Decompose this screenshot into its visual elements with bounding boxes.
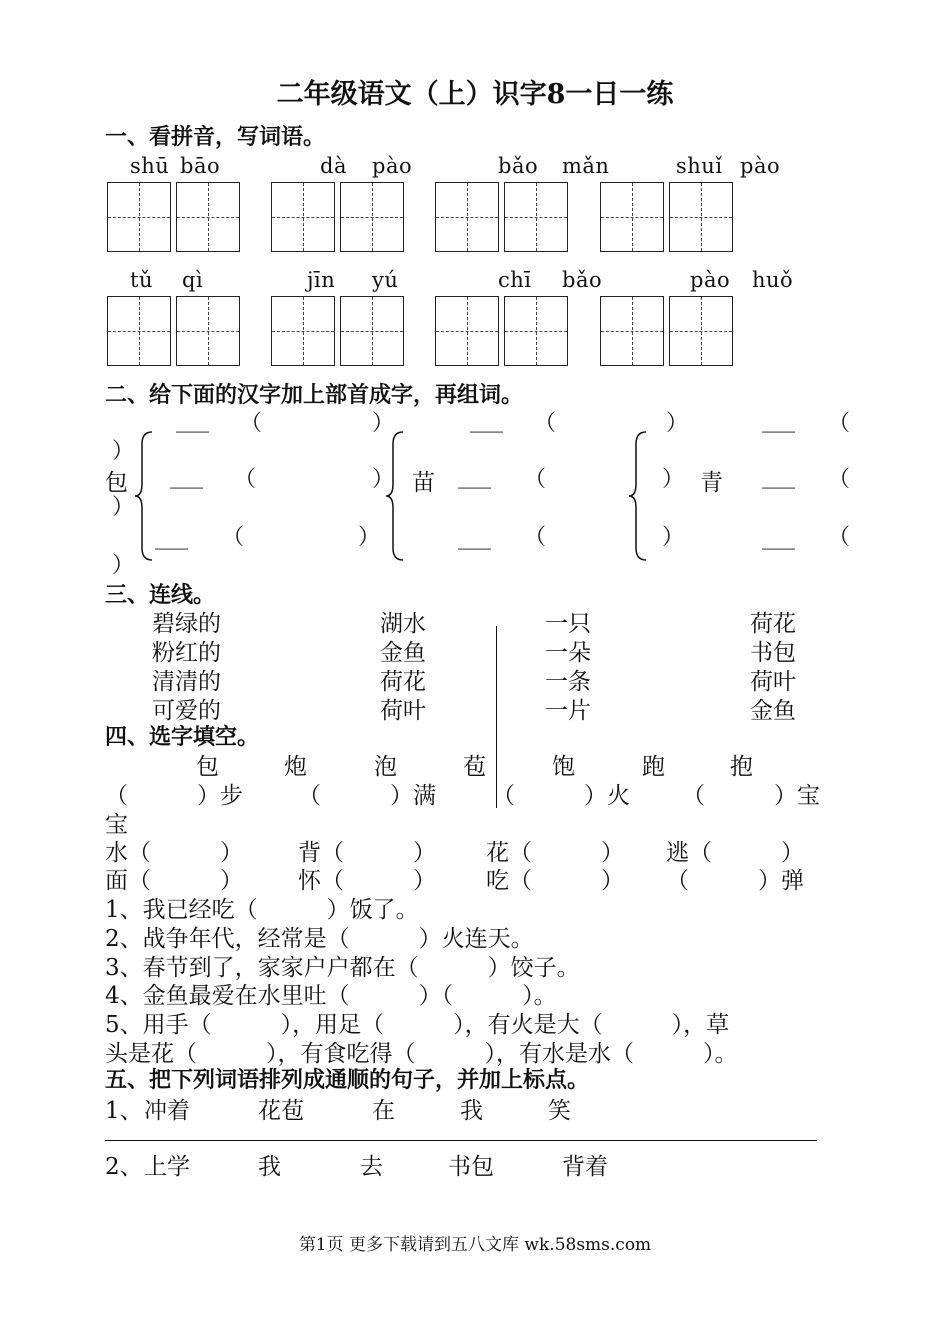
paren-right-wrapped: ） bbox=[112, 553, 135, 578]
writing-box[interactable] bbox=[176, 296, 240, 366]
sentence[interactable]: 3、春节到了，家家户户都在（ ）饺子。 bbox=[105, 955, 580, 981]
question-number: 2、 bbox=[105, 1154, 143, 1180]
brace bbox=[134, 430, 154, 562]
fill-item[interactable]: 面（ ） bbox=[105, 868, 243, 894]
paren-right: ） bbox=[372, 411, 395, 436]
paren-left: （ bbox=[828, 467, 851, 492]
pinyin: bǎo bbox=[562, 268, 603, 292]
pinyin: pào bbox=[740, 154, 781, 178]
pinyin: qì bbox=[182, 268, 204, 292]
word: 笑 bbox=[548, 1098, 571, 1124]
match-item[interactable]: 荷花 bbox=[750, 611, 796, 637]
section-2-heading: 二、给下面的汉字加上部首成字，再组词。 bbox=[105, 382, 524, 408]
word: 花苞 bbox=[258, 1098, 304, 1124]
blank[interactable]: ___ bbox=[155, 525, 188, 550]
paren-right-wrapped: ） bbox=[112, 495, 135, 520]
match-item[interactable]: 一片 bbox=[545, 698, 591, 724]
fill-item[interactable]: 吃（ ） bbox=[486, 868, 624, 894]
fill-item[interactable]: （ ）步 bbox=[105, 783, 243, 809]
choice-char: 苞 bbox=[463, 754, 486, 780]
blank[interactable]: ___ bbox=[176, 408, 209, 433]
fill-item[interactable]: （ ）满 bbox=[298, 783, 436, 809]
question-number: 1、 bbox=[105, 1098, 143, 1124]
fill-item[interactable]: （ ）火 bbox=[492, 783, 630, 809]
choice-char: 包 bbox=[196, 754, 219, 780]
section-5-heading: 五、把下列词语排列成通顺的句子，并加上标点。 bbox=[105, 1067, 590, 1093]
pinyin: chī bbox=[498, 268, 532, 292]
writing-box[interactable] bbox=[600, 182, 664, 252]
base-char: 苗 bbox=[412, 470, 435, 496]
writing-box[interactable] bbox=[271, 182, 335, 252]
pinyin: dà bbox=[320, 154, 347, 178]
blank[interactable]: ___ bbox=[470, 408, 503, 433]
sentence[interactable]: 1、我已经吃（ ）饭了。 bbox=[105, 897, 419, 923]
answer-line[interactable] bbox=[105, 1140, 817, 1141]
paren-right-wrapped: ） bbox=[112, 439, 135, 464]
sentence[interactable]: 5、用手（ ），用足（ ），有火是大（ ），草 bbox=[105, 1012, 730, 1038]
pinyin: pào bbox=[372, 154, 413, 178]
paren-right: ） bbox=[662, 525, 685, 550]
writing-box[interactable] bbox=[271, 296, 335, 366]
writing-box[interactable] bbox=[435, 296, 499, 366]
word: 书包 bbox=[448, 1154, 494, 1180]
pinyin: bāo bbox=[180, 154, 221, 178]
fill-item[interactable]: 怀（ ） bbox=[298, 868, 436, 894]
paren-left: （ bbox=[828, 411, 851, 436]
match-item[interactable]: 可爱的 bbox=[152, 698, 221, 724]
writing-box[interactable] bbox=[435, 182, 499, 252]
base-char: 青 bbox=[700, 470, 723, 496]
pinyin: tǔ bbox=[130, 268, 153, 292]
page-title: 二年级语文（上）识字8一日一练 bbox=[276, 79, 674, 110]
writing-box[interactable] bbox=[504, 296, 568, 366]
writing-box[interactable] bbox=[107, 182, 171, 252]
sentence[interactable]: 2、战争年代，经常是（ ）火连天。 bbox=[105, 926, 534, 952]
blank[interactable]: ___ bbox=[458, 464, 491, 489]
choice-char: 饱 bbox=[552, 754, 575, 780]
choice-char: 泡 bbox=[374, 754, 397, 780]
section-4-heading: 四、选字填空。 bbox=[105, 724, 260, 750]
section-3-heading: 三、连线。 bbox=[105, 582, 216, 608]
match-item[interactable]: 金鱼 bbox=[380, 640, 426, 666]
brace bbox=[628, 430, 648, 562]
pinyin: bǎo bbox=[498, 154, 539, 178]
writing-box[interactable] bbox=[340, 296, 404, 366]
blank[interactable]: ___ bbox=[458, 525, 491, 550]
blank[interactable]: ___ bbox=[762, 408, 795, 433]
writing-box[interactable] bbox=[340, 182, 404, 252]
paren-left: （ bbox=[234, 467, 257, 492]
match-item[interactable]: 一只 bbox=[545, 611, 591, 637]
base-char: 包 bbox=[105, 470, 128, 496]
word: 冲着 bbox=[144, 1098, 190, 1124]
brace bbox=[385, 430, 405, 562]
fill-item[interactable]: 逃（ ） bbox=[666, 840, 804, 866]
pinyin: mǎn bbox=[562, 154, 610, 178]
choice-char: 抱 bbox=[730, 754, 753, 780]
paren-left: （ bbox=[534, 411, 557, 436]
paren-left: （ bbox=[828, 525, 851, 550]
fill-item[interactable]: 花（ ） bbox=[486, 840, 624, 866]
word: 上学 bbox=[144, 1154, 190, 1180]
paren-right: ） bbox=[666, 411, 689, 436]
blank[interactable]: ___ bbox=[170, 464, 203, 489]
match-item[interactable]: 金鱼 bbox=[750, 698, 796, 724]
match-item[interactable]: 荷叶 bbox=[380, 698, 426, 724]
writing-box[interactable] bbox=[176, 182, 240, 252]
writing-box[interactable] bbox=[669, 182, 733, 252]
fill-item[interactable]: 背（ ） bbox=[298, 840, 436, 866]
choice-char: 跑 bbox=[642, 754, 665, 780]
paren-left: （ bbox=[222, 525, 245, 550]
fill-item[interactable]: 水（ ） bbox=[105, 840, 243, 866]
blank[interactable]: ___ bbox=[762, 464, 795, 489]
fill-item-wrap: 宝 bbox=[105, 812, 128, 838]
word: 我 bbox=[460, 1098, 483, 1124]
match-item[interactable]: 荷叶 bbox=[750, 669, 796, 695]
paren-right: ） bbox=[372, 467, 395, 492]
paren-right: ） bbox=[662, 467, 685, 492]
writing-box[interactable] bbox=[504, 182, 568, 252]
paren-right: ） bbox=[358, 525, 381, 550]
paren-left: （ bbox=[524, 467, 547, 492]
match-item[interactable]: 湖水 bbox=[380, 611, 426, 637]
blank[interactable]: ___ bbox=[762, 525, 795, 550]
fill-item[interactable]: （ ）宝 bbox=[682, 783, 820, 809]
match-item[interactable]: 一条 bbox=[545, 669, 591, 695]
pinyin: yú bbox=[372, 268, 399, 292]
word: 去 bbox=[360, 1154, 383, 1180]
word: 背着 bbox=[562, 1154, 608, 1180]
writing-box[interactable] bbox=[669, 296, 733, 366]
writing-box[interactable] bbox=[600, 296, 664, 366]
sentence[interactable]: 头是花（ ），有食吃得（ ），有水是水（ ）。 bbox=[105, 1041, 738, 1067]
choice-char: 炮 bbox=[284, 754, 307, 780]
page-footer: 第1页 更多下载请到五八文库 wk.58sms.com bbox=[298, 1235, 652, 1255]
word: 在 bbox=[372, 1098, 395, 1124]
pinyin: shū bbox=[130, 154, 170, 178]
match-item[interactable]: 一朵 bbox=[545, 640, 591, 666]
word: 我 bbox=[258, 1154, 281, 1180]
paren-left: （ bbox=[524, 525, 547, 550]
match-item[interactable]: 荷花 bbox=[380, 669, 426, 695]
match-item[interactable]: 粉红的 bbox=[152, 640, 221, 666]
fill-item[interactable]: （ ）弹 bbox=[666, 868, 804, 894]
pinyin: pào bbox=[690, 268, 731, 292]
writing-box[interactable] bbox=[107, 296, 171, 366]
match-item[interactable]: 书包 bbox=[750, 640, 796, 666]
match-item[interactable]: 碧绿的 bbox=[152, 611, 221, 637]
section-1-heading: 一、看拼音，写词语。 bbox=[105, 124, 326, 150]
sentence[interactable]: 4、金鱼最爱在水里吐（ ）（ ）。 bbox=[105, 983, 557, 1009]
pinyin: huǒ bbox=[752, 268, 794, 292]
match-item[interactable]: 清清的 bbox=[152, 669, 221, 695]
paren-left: （ bbox=[240, 411, 263, 436]
pinyin: shuǐ bbox=[676, 154, 723, 178]
pinyin: jīn bbox=[307, 268, 336, 292]
